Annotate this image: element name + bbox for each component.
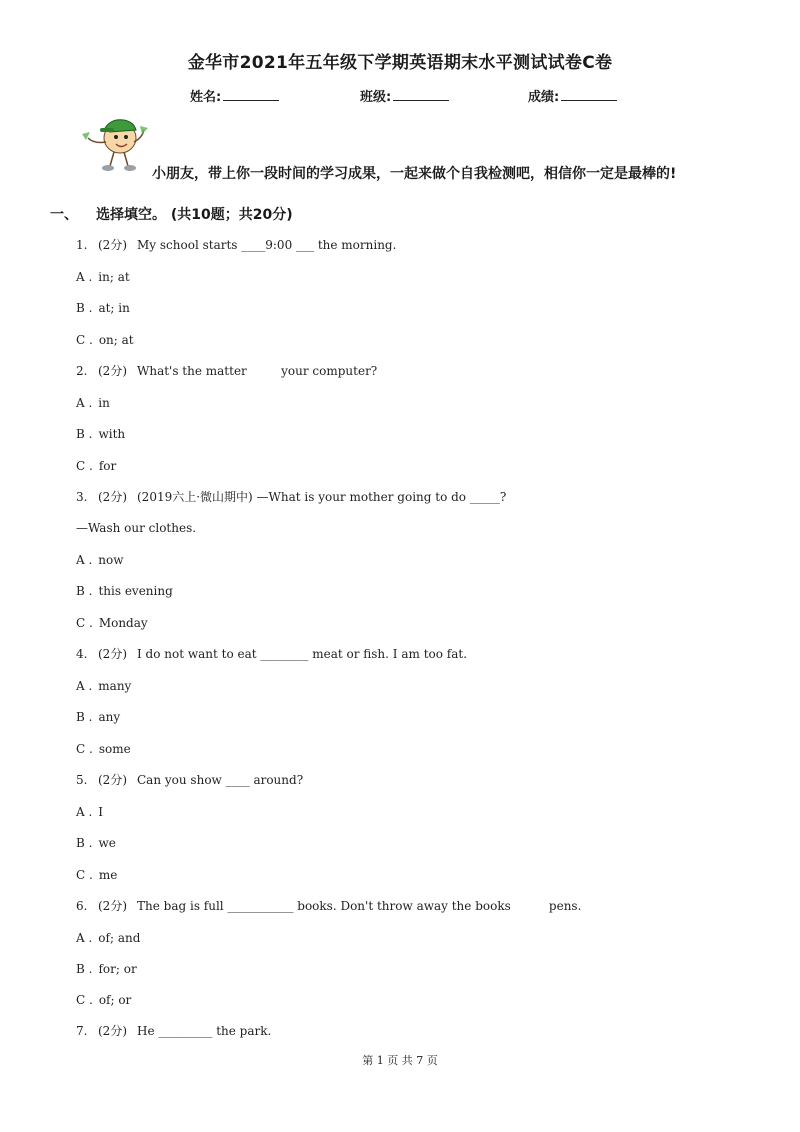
option-letter: A .	[76, 679, 93, 693]
answer-option[interactable]	[76, 710, 120, 724]
question-text: I do not want to eat ________ meat or fish. I am too fat.	[137, 647, 468, 661]
question-text: The bag is full ___________ books. Don't throw away the books pens.	[137, 899, 582, 913]
option-text: in	[98, 396, 110, 410]
answer-option[interactable]	[76, 616, 148, 630]
question-text: He _________ the park.	[137, 1024, 272, 1038]
option-letter: C .	[76, 616, 93, 630]
question-score: (2分)	[98, 647, 127, 661]
class-blank[interactable]	[393, 88, 449, 101]
option-letter: B .	[76, 301, 93, 315]
option-text: for; or	[98, 962, 137, 976]
question-stem	[76, 236, 396, 253]
option-text: me	[98, 868, 118, 882]
question-text: Can you show ____ around?	[137, 773, 304, 787]
answer-option[interactable]	[76, 459, 116, 473]
question-number: 3.	[76, 490, 88, 504]
section-heading	[50, 204, 293, 224]
class-field[interactable]	[360, 86, 449, 105]
score-field[interactable]	[528, 86, 617, 105]
question-number: 6.	[76, 899, 88, 913]
answer-option[interactable]	[76, 396, 110, 410]
question-score: (2分)	[98, 1024, 127, 1038]
option-letter: B .	[76, 427, 93, 441]
question-score: (2分)	[98, 773, 127, 787]
option-letter: A .	[76, 270, 93, 284]
option-text: with	[98, 427, 126, 441]
answer-option[interactable]	[76, 836, 116, 850]
option-text: many	[98, 679, 132, 693]
option-letter: C .	[76, 868, 93, 882]
question-number: 5.	[76, 773, 88, 787]
question-stem	[76, 771, 303, 788]
option-letter: A .	[76, 805, 93, 819]
option-text: on; at	[98, 333, 134, 347]
option-letter: A .	[76, 396, 93, 410]
answer-option[interactable]	[76, 805, 103, 819]
question-score: (2分)	[98, 490, 127, 504]
question-stem	[76, 897, 581, 914]
option-letter: C .	[76, 993, 93, 1007]
option-letter: B .	[76, 710, 93, 724]
answer-option[interactable]	[76, 301, 130, 315]
section-number: 一、	[50, 207, 78, 223]
question-score: (2分)	[98, 364, 127, 378]
section-title-text: 选择填空。 (共10题；共20分)	[96, 207, 293, 223]
page-title: 金华市2021年五年级下学期英语期末水平测试试卷C卷	[187, 53, 613, 73]
option-letter: A .	[76, 553, 93, 567]
option-text: I	[98, 805, 104, 819]
answer-option[interactable]	[76, 270, 130, 284]
answer-option[interactable]	[76, 333, 134, 347]
question-number: 4.	[76, 647, 88, 661]
question-text: What's the matter your computer?	[137, 364, 378, 378]
option-text: Monday	[98, 616, 148, 630]
option-text: of; or	[98, 993, 132, 1007]
question-number: 2.	[76, 364, 88, 378]
option-text: some	[98, 742, 131, 756]
option-letter: B .	[76, 836, 93, 850]
cartoon-mascot-icon	[80, 112, 148, 174]
question-stem	[76, 645, 467, 662]
question-number: 1.	[76, 238, 88, 252]
answer-option[interactable]	[76, 427, 125, 441]
class-label: 班级:	[360, 90, 392, 105]
option-text: now	[98, 553, 124, 567]
answer-option[interactable]	[76, 584, 173, 598]
greeting-text: 小朋友，带上你一段时间的学习成果，一起来做个自我检测吧，相信你一定是最棒的!	[152, 166, 677, 182]
option-letter: B .	[76, 584, 93, 598]
option-letter: A .	[76, 931, 93, 945]
option-letter: B .	[76, 962, 93, 976]
student-info	[0, 86, 800, 106]
question-number: 7.	[76, 1024, 88, 1038]
score-label: 成绩:	[528, 90, 560, 105]
name-field[interactable]	[190, 86, 279, 105]
question-score: (2分)	[98, 238, 127, 252]
option-letter: C .	[76, 742, 93, 756]
question-dialogue-line: —Wash our clothes.	[76, 521, 197, 535]
question-stem	[76, 488, 506, 505]
score-blank[interactable]	[561, 88, 617, 101]
answer-option[interactable]	[76, 993, 131, 1007]
answer-option[interactable]	[76, 931, 140, 945]
question-score: (2分)	[98, 899, 127, 913]
question-text: (2019六上·微山期中) —What is your mother going to do _____?	[137, 490, 507, 504]
option-text: in; at	[98, 270, 130, 284]
answer-option[interactable]	[76, 962, 137, 976]
name-label: 姓名:	[190, 90, 222, 105]
question-stem	[76, 1022, 271, 1039]
page-footer: 第 1 页 共 7 页	[362, 1054, 438, 1067]
option-letter: C .	[76, 333, 93, 347]
option-text: any	[98, 710, 121, 724]
option-letter: C .	[76, 459, 93, 473]
option-text: we	[98, 836, 116, 850]
option-text: this evening	[98, 584, 173, 598]
answer-option[interactable]	[76, 742, 131, 756]
question-stem	[76, 362, 377, 379]
question-text: My school starts ____9:00 ___ the morning.	[137, 238, 397, 252]
answer-option[interactable]	[76, 868, 117, 882]
option-text: of; and	[98, 931, 141, 945]
option-text: for	[98, 459, 117, 473]
option-text: at; in	[98, 301, 130, 315]
answer-option[interactable]	[76, 679, 131, 693]
answer-option[interactable]	[76, 553, 124, 567]
name-blank[interactable]	[223, 88, 279, 101]
